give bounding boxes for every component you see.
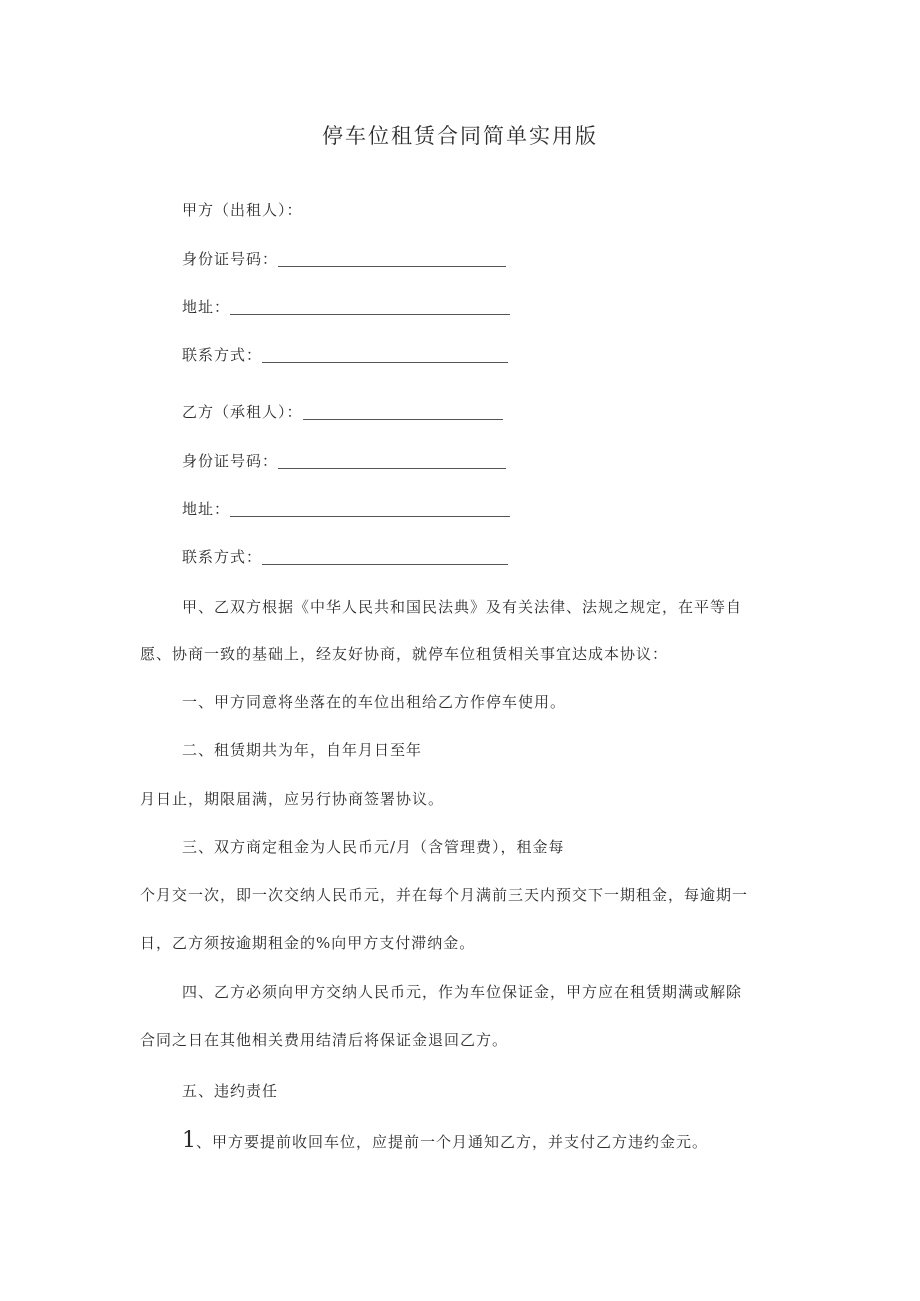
party-b-line (182, 401, 503, 423)
party-b-address-line (182, 498, 510, 520)
party-a-line (182, 199, 303, 221)
party-b-contact-blank (262, 563, 508, 565)
party-a-address-blank (230, 313, 510, 315)
party-a-contact-line (182, 344, 508, 366)
clause-3-line-2: 个月交一次，即一次交纳人民币元，并在每个月满前三天内预交下一期租金，每逾期一 (140, 886, 749, 904)
party-a-label: 甲方（出租人）： (182, 201, 303, 219)
party-b-contact-label: 联系方式： (182, 548, 263, 566)
party-a-id-label: 身份证号码： (182, 250, 279, 268)
party-a-address-label: 地址： (182, 298, 231, 316)
item-1-number: 1 (182, 1128, 196, 1153)
party-a-id-line (182, 248, 506, 270)
intro-paragraph-line-2: 愿、协商一致的基础上，经友好协商，就停车位租赁相关事宜达成本协议： (140, 645, 669, 663)
party-b-address-blank (230, 515, 510, 517)
party-b-id-label: 身份证号码： (182, 452, 279, 470)
party-a-contact-blank (262, 361, 508, 363)
clause-4-line-2: 合同之日在其他相关费用结清后将保证金退回乙方。 (140, 1031, 509, 1049)
party-b-label: 乙方（承租人）： (182, 403, 303, 421)
party-b-blank (303, 418, 503, 420)
clause-3-line-3: 日，乙方须按逾期租金的%向甲方支付滞纳金。 (140, 934, 476, 952)
clause-2-line-2: 月日止，期限届满，应另行协商签署协议。 (140, 790, 445, 808)
party-a-contact-label: 联系方式： (182, 346, 263, 364)
party-b-id-blank (278, 467, 506, 469)
clause-5-item-1 (182, 1130, 708, 1153)
party-b-contact-line (182, 546, 508, 568)
clause-1: 一、甲方同意将坐落在的车位出租给乙方作停车使用。 (182, 693, 567, 711)
clause-4-line-1: 四、乙方必须向甲方交纳人民币元，作为车位保证金，甲方应在租赁期满或解除 (182, 983, 743, 1001)
intro-paragraph-line-1: 甲、乙双方根据《中华人民共和国民法典》及有关法律、法规之规定，在平等自 (182, 598, 743, 616)
clause-5-heading: 五、违约责任 (182, 1082, 279, 1100)
clause-3-line-1: 三、双方商定租金为人民币元/月（含管理费），租金每 (182, 838, 565, 856)
party-b-id-line (182, 450, 506, 472)
party-b-address-label: 地址： (182, 500, 231, 518)
party-a-id-blank (278, 265, 506, 267)
party-a-address-line (182, 296, 510, 318)
item-1-text: 、甲方要提前收回车位，应提前一个月通知乙方，并支付乙方违约金元。 (196, 1133, 709, 1151)
clause-2-line-1: 二、租赁期共为年，自年月日至年 (182, 741, 423, 759)
document-title: 停车位租赁合同简单实用版 (322, 124, 598, 148)
